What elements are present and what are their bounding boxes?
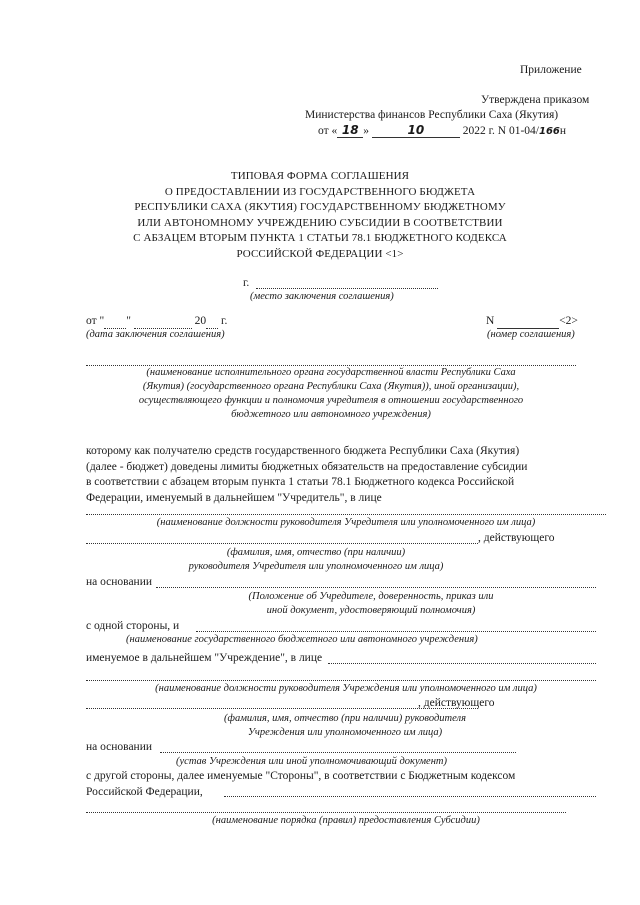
- institution-field[interactable]: [196, 631, 596, 632]
- basis-label-1: на основании: [86, 576, 153, 588]
- order-end: н: [559, 125, 567, 137]
- date-caption: (дата заключения соглашения): [86, 329, 225, 340]
- date-day-field[interactable]: [104, 314, 126, 329]
- named-institution-label: именуемое в дальнейшем "Учреждение", в лице: [86, 652, 323, 664]
- basis-caption-2: (устав Учреждения или иной уполномочивающий документ): [176, 756, 447, 767]
- date-year-field[interactable]: [206, 314, 218, 329]
- one-side-label: с одной стороны, и: [86, 620, 180, 632]
- basis-label-2: на основании: [86, 741, 153, 753]
- basis-field-1[interactable]: [156, 587, 596, 588]
- order-line: [318, 123, 566, 139]
- title-line: С АБЗАЦЕМ ВТОРЫМ ПУНКТА 1 СТАТЬИ 78.1 БЮДЖЕТНОГО КОДЕКСА: [133, 232, 507, 244]
- procedure-field[interactable]: [86, 812, 566, 813]
- order-month: 10: [372, 123, 460, 138]
- institution-caption: (наименование государственного бюджетного или автономного учреждения): [126, 634, 478, 645]
- date-line: от " " 20 г.: [86, 315, 228, 327]
- acting-label-1: , действующего: [478, 532, 555, 544]
- founder-head-caption: (наименование должности руководителя Учредителя или уполномоченного им лица): [156, 517, 536, 528]
- title-line: ИЛИ АВТОНОМНОМУ УЧРЕЖДЕНИЮ СУБСИДИИ В СООТВЕТСТВИИ: [137, 216, 503, 229]
- order-number: 166: [539, 126, 560, 137]
- number-field[interactable]: [497, 314, 559, 329]
- basis-caption-1: (Положение об Учредителе, доверенность, приказ или иной документ, удостоверяющий полномочия): [248, 591, 494, 616]
- date-month-field[interactable]: [134, 314, 192, 329]
- basis-field-2[interactable]: [160, 752, 516, 753]
- document-title: [80, 169, 560, 262]
- authority-caption: (наименование исполнительного органа государственной власти Республики Саха (Якутия) (государственного органа Республики Саха (Якутия)), иной организации), осуществляющего функции и полномочия учредителя в отношении государственного бюджетного или автономного учреждения): [138, 367, 524, 420]
- place-caption: (место заключения соглашения): [250, 291, 394, 302]
- ministry-label: Министерства финансов Республики Саха (Якутия): [305, 109, 559, 121]
- founder-fio-caption: (фамилия, имя, отчество (при наличии) руководителя Учредителя или уполномоченного им лица): [188, 547, 444, 572]
- number-caption: (номер соглашения): [487, 329, 575, 340]
- founder-fio-field[interactable]: [86, 543, 478, 544]
- title-line: РОССИЙСКОЙ ФЕДЕРАЦИИ <1>: [236, 247, 404, 260]
- institution-head-field-a[interactable]: [328, 663, 596, 664]
- order-day: 18: [337, 123, 363, 138]
- budget-code-field[interactable]: [224, 796, 596, 797]
- order-mid: »: [363, 125, 369, 137]
- paragraph-parties: с другой стороны, далее именуемые "Стороны", в соответствии с Бюджетным кодексом Российской Федерации,: [86, 770, 516, 798]
- procedure-caption: (наименование порядка (правил) предоставления Субсидии): [212, 815, 480, 826]
- founder-head-field[interactable]: [86, 514, 606, 515]
- place-prefix: г.: [243, 277, 250, 289]
- paragraph-founder: которому как получателю средств государственного бюджета Республики Саха (Якутия) (далее - бюджет) доведены лимиты бюджетных обязательств на предоставление субсидии в соответствии с абзацем вторым пункта 1 статьи 78.1 Бюджетного кодекса Российской Федерации, именуемый в дальнейшем "Учредитель", в лице: [86, 445, 528, 504]
- institution-head-field-b[interactable]: [86, 680, 596, 681]
- appendix-label: Приложение: [520, 64, 582, 76]
- institution-fio-caption: (фамилия, имя, отчество (при наличии) руководителя Учреждения или уполномоченного им лица): [224, 713, 466, 738]
- title-line: РЕСПУБЛИКИ САХА (ЯКУТИЯ) ГОСУДАРСТВЕННОМУ БЮДЖЕТНОМУ: [134, 201, 506, 213]
- acting-label-2: , действующего: [418, 697, 495, 709]
- number-line: N <2>: [486, 315, 578, 327]
- title-line: О ПРЕДОСТАВЛЕНИИ ИЗ ГОСУДАРСТВЕННОГО БЮДЖЕТА: [164, 185, 476, 198]
- place-field[interactable]: [256, 288, 438, 289]
- order-prefix: от «: [318, 125, 338, 137]
- institution-head-caption: (наименование должности руководителя Учреждения или уполномоченного им лица): [155, 683, 537, 694]
- order-suffix: 2022 г. N 01-04/: [462, 125, 539, 137]
- title-line: ТИПОВАЯ ФОРМА СОГЛАШЕНИЯ: [230, 170, 410, 182]
- approved-label: Утверждена приказом: [481, 94, 590, 106]
